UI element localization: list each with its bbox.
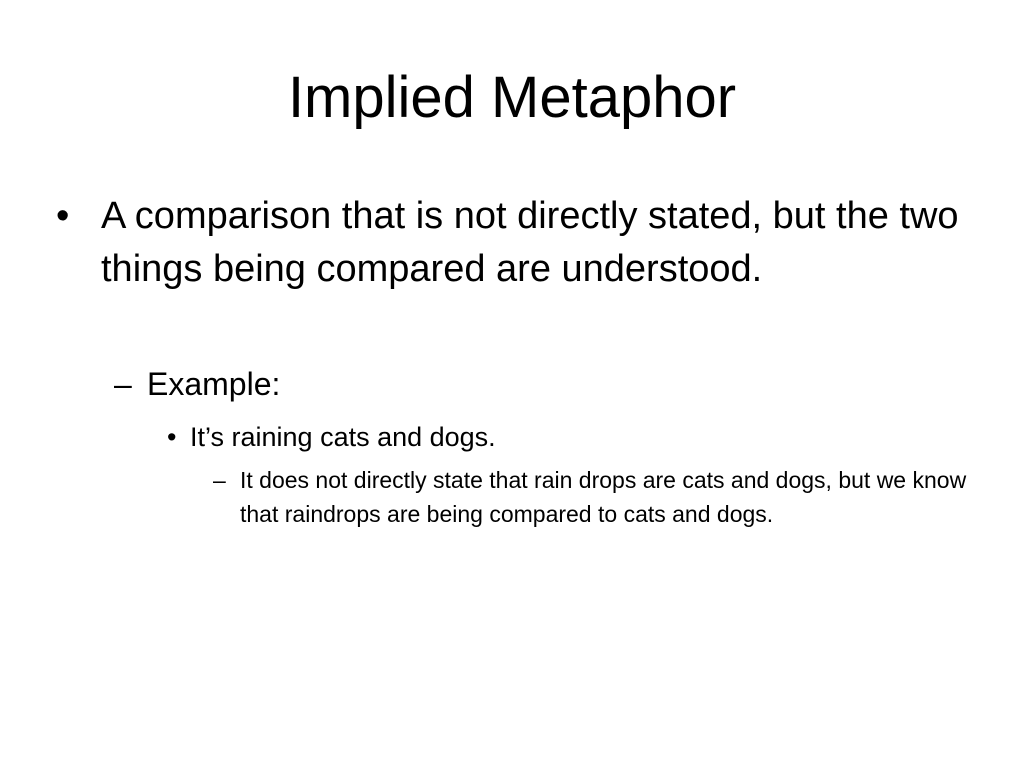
bullet-text: It does not directly state that rain drops are cats and dogs, but we know that raindrops are being compared to cats and dogs.: [240, 467, 967, 527]
dash-marker: –: [213, 467, 226, 493]
bullet-marker: •: [167, 422, 177, 452]
dash-marker: –: [114, 366, 132, 402]
bullet-text: It’s raining cats and dogs.: [190, 422, 496, 452]
bullet-level-4: [213, 463, 970, 531]
bullet-text: A comparison that is not directly stated, but the two things being compared are understood.: [101, 195, 959, 290]
slide-title: Implied Metaphor: [287, 65, 737, 130]
bullet-text: Example:: [147, 366, 281, 402]
bullet-marker: •: [56, 195, 70, 237]
bullet-level-2: [114, 362, 927, 406]
bullet-level-3: [167, 419, 950, 455]
bullet-level-1: [56, 190, 961, 296]
